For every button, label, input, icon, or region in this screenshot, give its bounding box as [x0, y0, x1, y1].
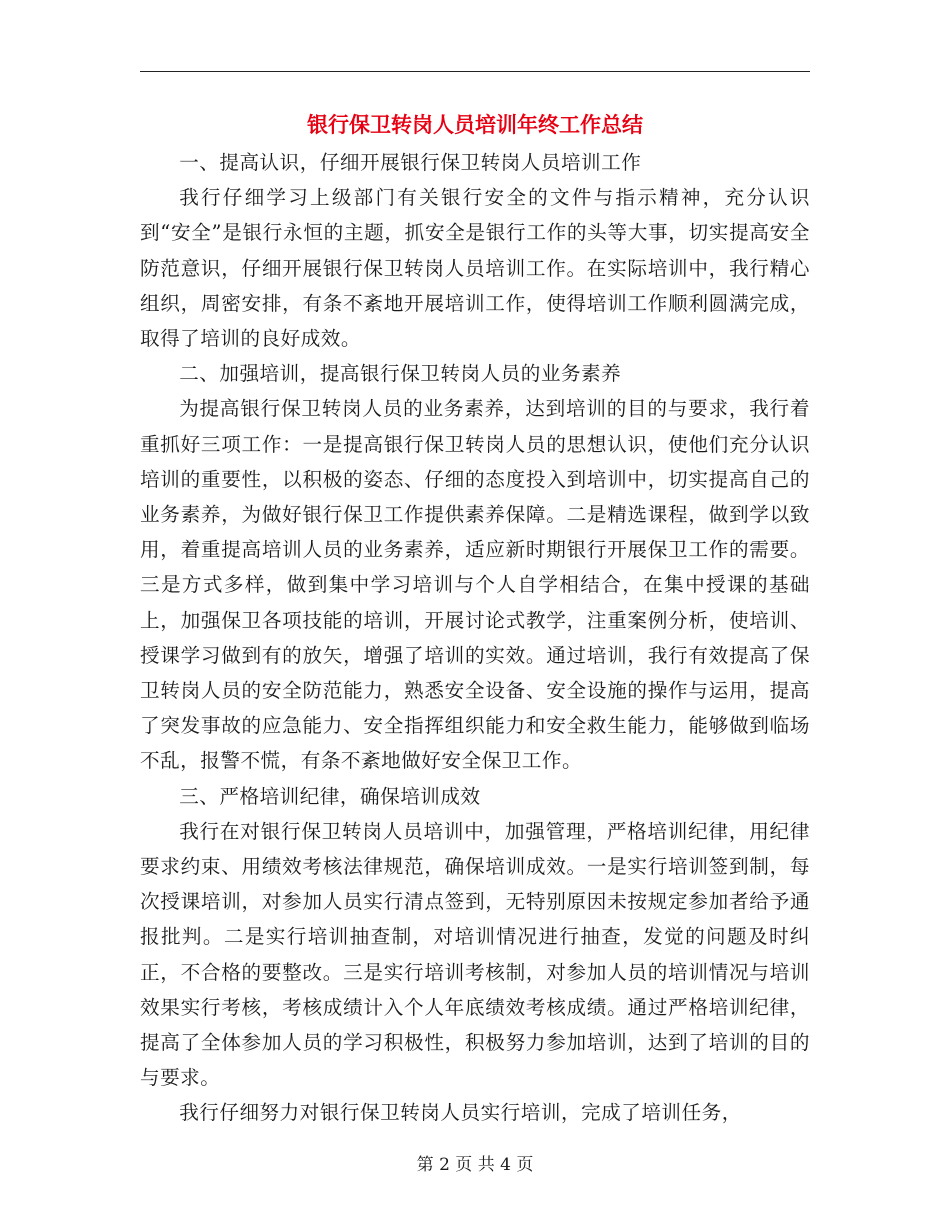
section-paragraph-1: 我行仔细学习上级部门有关银行安全的文件与指示精神，充分认识到“安全”是银行永恒的主题，抓安全是银行工作的头等大事，切实提高安全防范意识，仔细开展银行保卫转岗人员培训工作。在实际培训中，我行精心组织，周密安排，有条不紊地开展培训工作，使得培训工作顺利圆满完成，取得了培训的良好成效。 — [140, 186, 810, 351]
header-rule — [140, 71, 810, 72]
section-heading-3: 三、严格培训纪律，确保培训成效 — [179, 784, 481, 808]
section-paragraph-3: 我行在对银行保卫转岗人员培训中，加强管理，严格培训纪律，用纪律要求约束、用绩效考核法律规范，确保培训成效。一是实行培训签到制，每次授课培训，对参加人员实行清点签到，无特别原因未按规定参加者给予通报批判。二是实行培训抽查制，对培训情况进行抽查，发觉的问题及时纠正，不合格的要整改。三是实行培训考核制，对参加人员的培训情况与培训效果实行考核，考核成绩计入个人年底绩效考核成绩。通过严格培训纪律，提高了全体参加人员的学习积极性，积极努力参加培训，达到了培训的目的与要求。 — [140, 819, 810, 1090]
section-paragraph-2: 为提高银行保卫转岗人员的业务素养，达到培训的目的与要求，我行着重抓好三项工作：一是提高银行保卫转岗人员的思想认识，使他们充分认识培训的重要性，以积极的姿态、仔细的态度投入到培训中，切实提高自己的业务素养，为做好银行保卫工作提供素养保障。二是精选课程，做到学以致用，着重提高培训人员的业务素养，适应新时期银行开展保卫工作的需要。三是方式多样，做到集中学习培训与个人自学相结合，在集中授课的基础上，加强保卫各项技能的培训，开展讨论式教学，注重案例分析，使培训、授课学习做到有的放矢，增强了培训的实效。通过培训，我行有效提高了保卫转岗人员的安全防范能力，熟悉安全设备、安全设施的操作与运用，提高了突发事故的应急能力、安全指挥组织能力和安全救生能力，能够做到临场不乱，报警不慌，有条不紊地做好安全保卫工作。 — [140, 397, 810, 773]
document-title: 银行保卫转岗人员培训年终工作总结 — [307, 113, 643, 137]
section-heading-2: 二、加强培训，提高银行保卫转岗人员的业务素养 — [179, 362, 622, 386]
section-heading-1: 一、提高认识，仔细开展银行保卫转岗人员培训工作 — [179, 151, 642, 174]
closing-paragraph: 我行仔细努力对银行保卫转岗人员实行培训，完成了培训任务， — [179, 1101, 742, 1125]
page-number: 第 2 页 共 4 页 — [416, 1155, 534, 1175]
document-body — [140, 145, 810, 1131]
